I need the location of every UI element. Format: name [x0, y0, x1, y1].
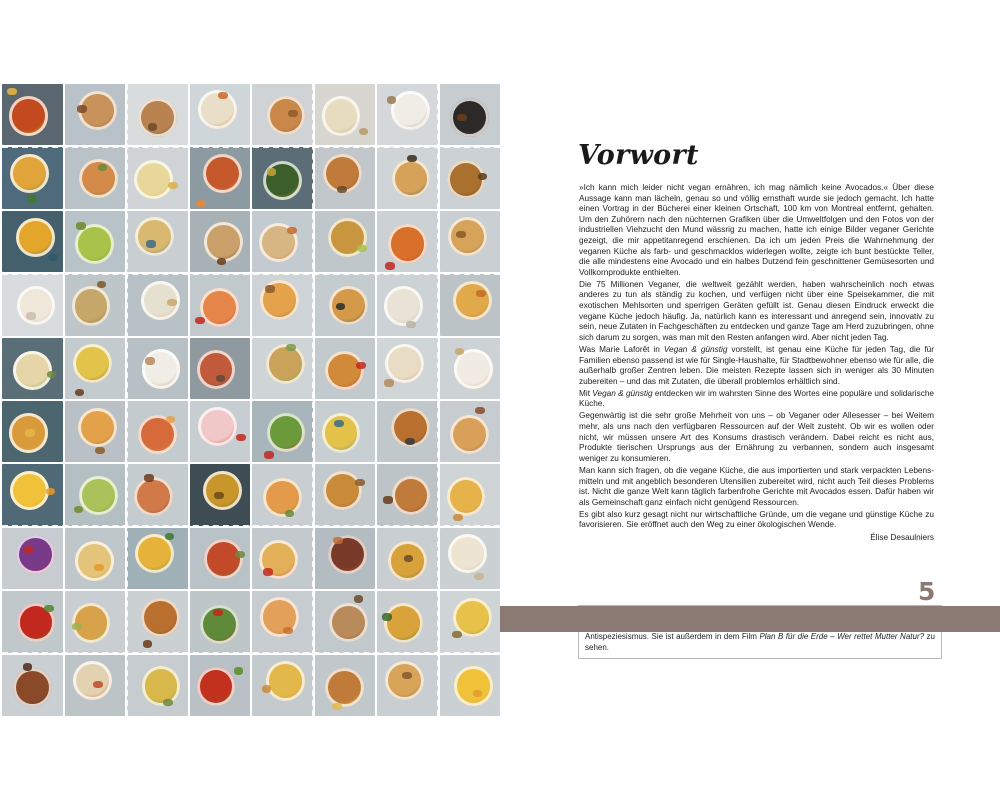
garnish: [283, 627, 293, 634]
dish: [141, 598, 180, 637]
garnish: [163, 699, 173, 706]
recipe-photo: [252, 338, 313, 399]
garnish: [475, 407, 485, 414]
recipe-photo: [315, 84, 376, 145]
dish: [200, 288, 239, 327]
garnish: [97, 281, 107, 288]
paragraph-with-book-title: [579, 389, 934, 410]
recipe-photo: [65, 211, 126, 272]
recipe-photo: [127, 655, 188, 716]
dish: [138, 98, 177, 137]
garnish: [195, 317, 205, 324]
garnish: [46, 488, 56, 495]
dish: [267, 413, 306, 452]
garnish: [267, 168, 277, 175]
recipe-photo: [440, 591, 501, 652]
dish: [16, 218, 55, 257]
garnish: [74, 506, 84, 513]
dish: [203, 154, 242, 193]
recipe-photo: [2, 591, 63, 652]
dish: [13, 668, 52, 707]
garnish: [25, 429, 35, 436]
garnish: [148, 123, 158, 130]
garnish: [235, 551, 245, 558]
bio-text: Antispeziesismus. Sie ist außerdem in dem Film: [585, 632, 757, 641]
dish: [454, 349, 493, 388]
recipe-photo: [2, 211, 63, 272]
book-title: Vegan & günstig: [592, 388, 653, 398]
page-title: Vorwort: [578, 140, 699, 171]
recipe-photo: [65, 147, 126, 208]
garnish: [218, 92, 228, 99]
recipe-photo: [440, 528, 501, 589]
recipe-photo: [315, 274, 376, 335]
garnish: [288, 110, 298, 117]
paragraph: Man kann sich fragen, ob die vegane Küche, die aus importierten und stark verpackten Lebensmitteln und mit angeblich besonderen Utensilien zubereitet wird, nicht auch Teil dieses Problems ist. Nicht die ganze Welt kann täglich farbenfrohe Gerichte mit Avocados essen. Dafür haben wir als Gemeinschaft ganz einfach nicht genügend Ressourcen.: [579, 465, 934, 507]
garnish: [478, 173, 488, 180]
dish: [384, 286, 423, 325]
recipe-photo: [440, 464, 501, 525]
recipe-photo: [252, 401, 313, 462]
recipe-photo: [252, 528, 313, 589]
dish: [385, 344, 424, 383]
dish: [13, 351, 52, 390]
garnish: [93, 681, 103, 688]
recipe-photo: [315, 464, 376, 525]
garnish: [76, 222, 86, 229]
paragraph-with-book-title: [579, 345, 934, 387]
dish: [16, 535, 55, 574]
recipe-photo: [440, 655, 501, 716]
garnish: [457, 114, 467, 121]
recipe-photo: [377, 147, 438, 208]
recipe-photo: [2, 401, 63, 462]
dish: [75, 224, 114, 263]
garnish: [7, 88, 17, 95]
text-run: vorstellt, ist genau eine Küche für jeden Tag, die für Familien ebenso passend ist wie für Single-Haushalte, für Stadtbewohner ebenso wie für alle, die außerhalb großer Zentren leben. Die meisten Rezepte lassen sich in weniger als 30 Minuten zubereiten – und das mit Zutaten, die überall problemlos erhältlich sind.: [579, 344, 934, 386]
garnish: [146, 240, 156, 247]
dish: [384, 603, 423, 642]
recipe-photo: [2, 528, 63, 589]
garnish: [334, 420, 344, 427]
dish: [266, 661, 305, 700]
garnish: [285, 510, 295, 517]
dish: [79, 476, 118, 515]
recipe-photo: [377, 528, 438, 589]
book-title: Vegan & günstig: [663, 344, 728, 354]
dashed-divider: [2, 462, 500, 464]
garnish: [382, 613, 392, 620]
garnish: [402, 672, 412, 679]
recipe-photo: [315, 401, 376, 462]
dish: [263, 161, 302, 200]
garnish: [265, 285, 275, 292]
garnish: [166, 416, 176, 423]
recipe-photo: [65, 528, 126, 589]
dish: [134, 477, 173, 516]
dish: [447, 477, 486, 516]
dish: [198, 407, 237, 446]
dashed-divider: [2, 589, 500, 591]
recipe-photo: [315, 655, 376, 716]
recipe-photo: [190, 528, 251, 589]
garnish: [75, 389, 85, 396]
recipe-photo: [65, 84, 126, 145]
dish: [454, 666, 493, 705]
recipe-photo: [315, 147, 376, 208]
recipe-photo: [315, 591, 376, 652]
garnish: [264, 451, 274, 458]
text-run: Was Marie Laforêt in: [579, 344, 664, 354]
garnish: [27, 195, 37, 202]
recipe-photo: [127, 464, 188, 525]
recipe-photo: [377, 464, 438, 525]
recipe-photo: [377, 655, 438, 716]
garnish: [168, 182, 178, 189]
paragraph: Die 75 Millionen Veganer, die weltweit gezählt werden, haben wahrscheinlich noch etwas anderes zu tun als ständig zu kochen, und verfügen nicht über eine Speisekammer, die mit exotischen Mehlsorten und sperrigen Geräten gefüllt ist. Genau diesen Eindruck erweckt die vegane Küche jedoch häufig. Ja, natürlich kann es interessant und anregend sein, innovativ zu sein, neue Zutaten in Fachgeschäften zu entdecken und ganze Tage am Herd zuzubringen, ohne sich darum zu sorgen, was man mit den Resten anfangen wird. Aber nicht jeden Tag.: [579, 279, 934, 342]
recipe-photo: [127, 528, 188, 589]
garnish: [262, 685, 272, 692]
dish: [453, 281, 492, 320]
recipe-photo: [2, 464, 63, 525]
garnish: [72, 623, 82, 630]
dish: [450, 415, 489, 454]
recipe-photo: [190, 147, 251, 208]
recipe-photo: [377, 84, 438, 145]
dish: [323, 471, 362, 510]
recipe-photo: [2, 338, 63, 399]
recipe-photo: [315, 528, 376, 589]
garnish: [165, 533, 175, 540]
dish: [263, 478, 302, 517]
dish: [392, 476, 431, 515]
recipe-photo: [252, 464, 313, 525]
recipe-photo: [65, 338, 126, 399]
garnish: [406, 321, 416, 328]
recipe-photo: [127, 84, 188, 145]
recipe-photo: [190, 401, 251, 462]
garnish: [354, 595, 364, 602]
recipe-photo: [190, 84, 251, 145]
left-page: [0, 84, 500, 716]
garnish: [214, 492, 224, 499]
dashed-divider: [2, 525, 500, 527]
recipe-photo: [252, 591, 313, 652]
garnish: [44, 605, 54, 612]
author-signature: Élise Desaulniers: [870, 532, 934, 542]
paragraph: »Ich kann mich leider nicht vegan ernähren, ich mag nämlich keine Avocados.« Über diese Aussage kann man lächeln, genau so und völlig ernsthaft wurde sie jedoch gemacht. Ich hatte einen Vortrag in der Bücherei einer kleinen Ortschaft, 100 km von Montreal entfernt, gehalten. Um den Zuhörern nach den nüchternen Grafiken über die Umweltfolgen und den Fotos von der industriellen Viehzucht den Mund wässrig zu machen, hatte ich einige Bilder veganer Gerichte gezeigt, die mir appetitanregend erschienen. Da ich um jeden Preis die Wahrnehmung der veganen Küche als farb- und geschmacklos widerlegen wollte, zeigte ich bunt bestückte Teller, die alle mindestens eine Avocado und ein halbes Dutzend fein geschnittener Gemüsesorten und Vollkornprodukte enthielten.: [579, 183, 934, 277]
recipe-photo: [127, 274, 188, 335]
dish: [10, 471, 49, 510]
dashed-divider: [2, 209, 500, 211]
dish: [78, 408, 117, 447]
garnish: [333, 537, 343, 544]
garnish: [473, 690, 483, 697]
dish: [448, 534, 487, 573]
recipe-photo: [190, 211, 251, 272]
recipe-photo: [2, 147, 63, 208]
garnish: [213, 609, 223, 616]
recipe-photo: [252, 84, 313, 145]
recipe-photo: [65, 401, 126, 462]
garnish: [384, 379, 394, 386]
recipe-photo: [252, 655, 313, 716]
dish: [260, 597, 299, 636]
text-run: Mit: [579, 388, 593, 398]
garnish: [167, 299, 177, 306]
dashed-divider: [2, 146, 500, 148]
garnish: [94, 564, 104, 571]
dish: [9, 96, 48, 135]
recipe-photo: [190, 464, 251, 525]
dashed-divider: [2, 652, 500, 654]
garnish: [383, 496, 393, 503]
recipe-photo: [440, 84, 501, 145]
garnish: [196, 200, 206, 207]
film-title: Plan B für die Erde – Wer rettet Mutter Natur?: [759, 632, 925, 641]
dish: [391, 91, 430, 130]
recipe-photo: [377, 401, 438, 462]
garnish: [456, 231, 466, 238]
garnish: [452, 631, 462, 638]
dish: [72, 286, 111, 325]
dish: [266, 344, 305, 383]
garnish: [385, 262, 395, 269]
garnish: [287, 227, 297, 234]
dish: [10, 154, 49, 193]
dish: [73, 344, 112, 383]
dish: [204, 539, 243, 578]
recipe-photo: [440, 338, 501, 399]
recipe-photo: [190, 655, 251, 716]
recipe-photo: [65, 655, 126, 716]
bio-text-end: zu sehen.: [585, 632, 936, 652]
garnish: [234, 667, 244, 674]
garnish: [23, 663, 33, 670]
dish: [75, 541, 114, 580]
garnish: [77, 105, 87, 112]
garnish: [236, 434, 246, 441]
dish: [142, 349, 181, 388]
recipe-photo: [65, 274, 126, 335]
dish: [388, 224, 427, 263]
dish: [392, 159, 431, 198]
garnish: [47, 371, 57, 378]
dish: [17, 286, 56, 325]
recipe-photo: [127, 147, 188, 208]
dashed-divider: [2, 399, 500, 401]
recipe-photo: [127, 591, 188, 652]
garnish: [405, 438, 415, 445]
dish: [197, 350, 236, 389]
garnish: [407, 155, 417, 162]
recipe-photo: [252, 147, 313, 208]
dish: [322, 96, 361, 135]
recipe-photo: [252, 274, 313, 335]
dish: [325, 351, 364, 390]
paragraph: Es gibt also kurz gesagt nicht nur wirtschaftliche Gründe, um die vegane und günstige Küche zu favorisieren. Sie eröffnet auch den Weg zu einer ökologischen Wende.: [579, 509, 934, 530]
recipe-photo: [2, 84, 63, 145]
text-run: entdecken wir im wahrsten Sinne des Wortes eine populäre und solidarische Küche.: [579, 388, 934, 409]
paragraph: Gegenwärtig ist die sehr große Mehrheit von uns – ob Veganer oder Allesesser – bei Weitem mehr, als uns nach den verfügbaren Ressourcen auf der Welt zusteht. Ob wir es wollen oder nicht, wir müssen unsere Art des Konsums drastisch verändern. Dabei reicht es nicht aus, Produkte tierischen Ursprungs aus der Ernährung zu verbannen, sondern auch insgesamt weniger zu konsumieren.: [579, 411, 934, 463]
garnish: [24, 546, 34, 553]
recipe-photo: [190, 274, 251, 335]
recipe-photo: [315, 338, 376, 399]
dish: [448, 217, 487, 256]
recipe-photo: [127, 401, 188, 462]
garnish: [453, 514, 463, 521]
dish: [325, 668, 364, 707]
recipe-photo: [440, 401, 501, 462]
garnish: [404, 555, 414, 562]
recipe-photo: [377, 211, 438, 272]
recipe-photo: [377, 591, 438, 652]
garnish: [263, 568, 273, 575]
dish: [134, 160, 173, 199]
dish: [135, 217, 174, 256]
garnish: [143, 640, 153, 647]
dish: [204, 222, 243, 261]
recipe-photo: [65, 464, 126, 525]
garnish: [145, 357, 155, 364]
dish: [329, 286, 368, 325]
dish: [203, 471, 242, 510]
recipe-photo: [65, 591, 126, 652]
dashed-divider: [2, 273, 500, 275]
recipe-photo: [440, 274, 501, 335]
footer-color-band: [500, 606, 1000, 632]
garnish: [95, 447, 105, 454]
garnish: [387, 96, 397, 103]
dashed-divider: [2, 336, 500, 338]
recipe-photo: [127, 211, 188, 272]
recipe-photo: [252, 211, 313, 272]
recipe-photo: [440, 211, 501, 272]
garnish: [26, 312, 36, 319]
recipe-photo: [127, 338, 188, 399]
garnish: [144, 474, 154, 481]
garnish: [359, 128, 369, 135]
dish: [385, 661, 424, 700]
garnish: [337, 186, 347, 193]
dish: [329, 603, 368, 642]
recipe-photo: [2, 274, 63, 335]
recipe-photo: [315, 211, 376, 272]
dish: [73, 661, 112, 700]
dish: [267, 96, 306, 135]
garnish: [286, 344, 296, 351]
garnish: [355, 479, 365, 486]
garnish: [357, 245, 367, 252]
garnish: [332, 703, 342, 710]
garnish: [48, 254, 58, 261]
recipe-photo: [377, 338, 438, 399]
recipe-photo: [440, 147, 501, 208]
garnish: [356, 362, 366, 369]
recipe-photo: [190, 338, 251, 399]
recipe-photo: [377, 274, 438, 335]
recipe-photo: [2, 655, 63, 716]
garnish: [476, 290, 486, 297]
recipe-photo: [190, 591, 251, 652]
foreword-body: [579, 183, 934, 543]
dish: [197, 667, 236, 706]
garnish: [217, 258, 227, 265]
garnish: [474, 573, 484, 580]
page-number: 5: [918, 577, 936, 606]
dish: [142, 666, 181, 705]
